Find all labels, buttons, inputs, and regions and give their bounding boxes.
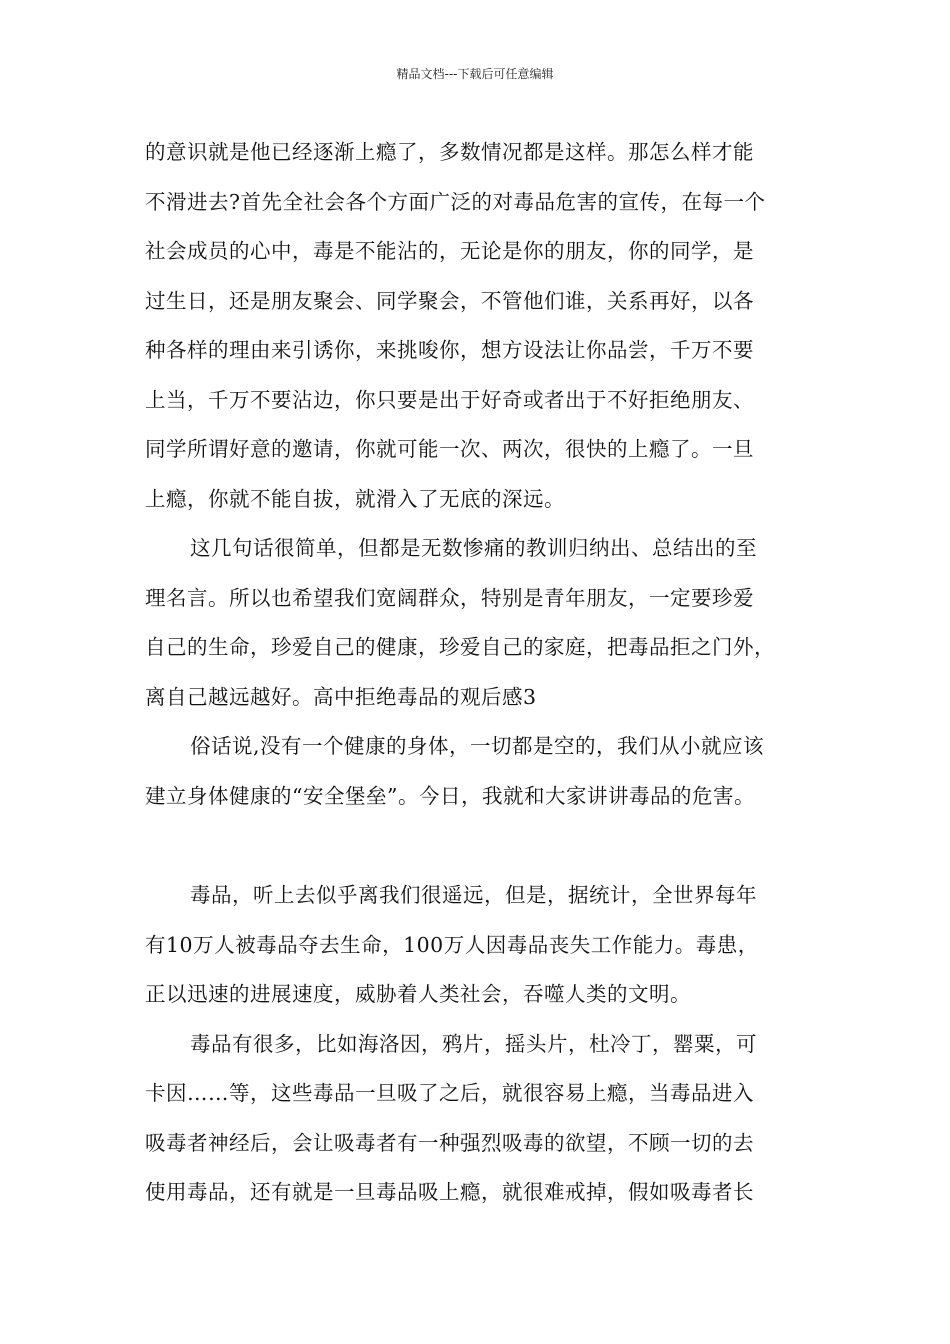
paragraph-gap (145, 825, 825, 875)
page-header: 精品文档---下载后可任意编辑 (396, 67, 554, 81)
text-line: 毒品，听上去似乎离我们很遥远，但是，据统计，全世界每年 (190, 883, 757, 907)
text-line: 卡因……等，这些毒品一旦吸了之后，就很容易上瘾，当毒品进入 (145, 1081, 754, 1105)
text-line: 不滑进去?首先全社会各个方面广泛的对毒品危害的宣传，在每一个 (145, 189, 766, 214)
text-line: 使用毒品，还有就是一旦毒品吸上瘾，就很难戒掉，假如吸毒者长 (145, 1180, 754, 1204)
text-line: 上瘾，你就不能自拔，就滑入了无底的深远。 (145, 486, 565, 511)
text-line: 离自己越远越好。高中拒绝毒品的观后感3 (145, 684, 537, 709)
text-line: 俗话说,没有一个健康的身体，一切都是空的，我们从小就应该 (190, 734, 765, 758)
text-line: 上当，千万不要沾边，你只要是出于好奇或者出于不好拒绝朋友、 (145, 387, 754, 412)
text-line: 吸毒者神经后，会让吸毒者有一种强烈吸毒的欲望，不顾一切的去 (145, 1130, 754, 1155)
text-line: 毒品有很多，比如海洛因，鸦片，摇头片，杜冷丁，罂粟，可 (190, 1031, 757, 1056)
text-line: 建立身体健康的“安全堡垒”。今日，我就和大家讲讲毒品的危害。 (145, 783, 755, 808)
text-line: 理名言。所以也希望我们宽阔群众，特别是青年朋友，一定要珍爱 (145, 585, 754, 610)
text-line: 种各样的理由来引诱你，来挑唆你，想方设法让你品尝，千万不要 (145, 338, 754, 362)
text-line: 过生日，还是朋友聚会、同学聚会，不管他们谁，关系再好，以各 (145, 288, 754, 313)
document-body (145, 132, 825, 1222)
text-line: 的意识就是他已经逐渐上瘾了，多数情况都是这样。那怎么样才能 (145, 140, 754, 164)
text-line: 同学所谓好意的邀请，你就可能一次、两次，很快的上瘾了。一旦 (145, 437, 754, 461)
text-line: 这几句话很简单，但都是无数惨痛的教训归纳出、总结出的至 (190, 536, 757, 560)
text-line: 社会成员的心中，毒是不能沾的，无论是你的朋友，你的同学，是 (145, 239, 754, 263)
text-line: 正以迅速的进展速度，威胁着人类社会，吞噬人类的文明。 (145, 982, 691, 1006)
text-line: 自己的生命，珍爱自己的健康，珍爱自己的家庭，把毒品拒之门外， (145, 635, 775, 659)
text-line: 有10万人被毒品夺去生命，100万人因毒品丧失工作能力。毒患， (145, 932, 759, 957)
